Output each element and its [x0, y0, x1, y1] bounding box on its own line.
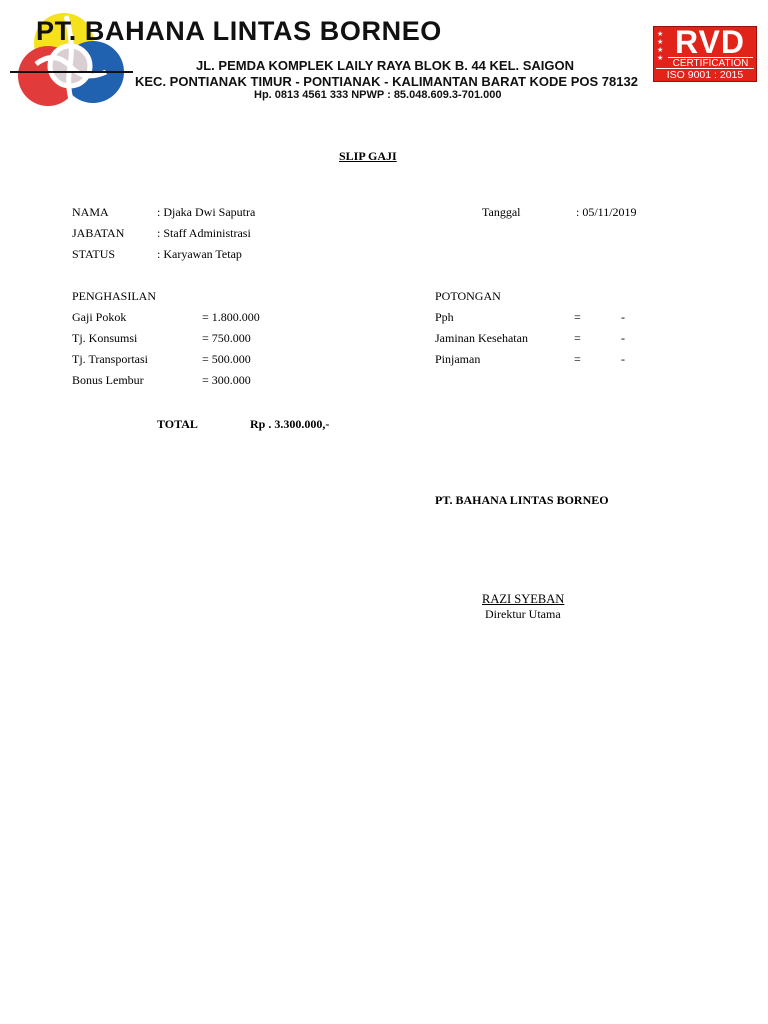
star-icons: ★ ★ ★ ★	[657, 30, 664, 62]
deduction-item-value: -	[621, 352, 625, 366]
cert-standard: ISO 9001 : 2015	[656, 68, 754, 81]
income-item-value: = 500.000	[202, 352, 251, 366]
income-item-label: Tj. Konsumsi	[72, 331, 138, 345]
address-line-1: JL. PEMDA KOMPLEK LAILY RAYA BLOK B. 44 KEL. SAIGON	[196, 58, 575, 73]
position-label: JABATAN	[72, 226, 125, 240]
income-item-label: Bonus Lembur	[72, 373, 144, 387]
status-value: : Karyawan Tetap	[157, 247, 242, 261]
name-label: NAMA	[72, 205, 109, 219]
income-heading: PENGHASILAN	[72, 289, 156, 303]
address-line-2: KEC. PONTIANAK TIMUR - PONTIANAK - KALIMANTAN BARAT KODE POS 78132	[135, 74, 638, 89]
deduction-item-eq: =	[574, 331, 581, 345]
income-item-value: = 750.000	[202, 331, 251, 345]
income-item-value: = 300.000	[202, 373, 251, 387]
total-value: Rp . 3.300.000,-	[250, 417, 330, 431]
cert-label: CERTIFICATION	[668, 57, 753, 69]
income-item-label: Gaji Pokok	[72, 310, 127, 324]
deduction-item-label: Pinjaman	[435, 352, 481, 366]
signature-company: PT. BAHANA LINTAS BORNEO	[435, 493, 609, 507]
cert-brand: RVD	[675, 24, 745, 60]
name-value: : Djaka Dwi Saputra	[157, 205, 256, 219]
total-label: TOTAL	[157, 417, 198, 431]
deductions-heading: POTONGAN	[435, 289, 501, 303]
signatory-name: RAZI SYEBAN	[482, 592, 565, 606]
deduction-item-eq: =	[574, 352, 581, 366]
signatory-title: Direktur Utama	[485, 607, 561, 621]
deduction-item-value: -	[621, 310, 625, 324]
company-name: PT. BAHANA LINTAS BORNEO	[36, 16, 442, 46]
date-label: Tanggal	[482, 205, 521, 219]
deduction-item-value: -	[621, 331, 625, 345]
deduction-item-label: Jaminan Kesehatan	[435, 331, 528, 345]
header-rule	[10, 71, 133, 73]
income-item-label: Tj. Transportasi	[72, 352, 149, 366]
income-item-value: = 1.800.000	[202, 310, 260, 324]
deduction-item-label: Pph	[435, 310, 454, 324]
document-title: SLIP GAJI	[339, 149, 397, 163]
date-value: : 05/11/2019	[576, 205, 637, 219]
contact-line: Hp. 0813 4561 333 NPWP : 85.048.609.3-701.000	[254, 89, 502, 101]
position-value: : Staff Administrasi	[157, 226, 251, 240]
certification-badge	[653, 26, 757, 82]
deduction-item-eq: =	[574, 310, 581, 324]
status-label: STATUS	[72, 247, 116, 261]
